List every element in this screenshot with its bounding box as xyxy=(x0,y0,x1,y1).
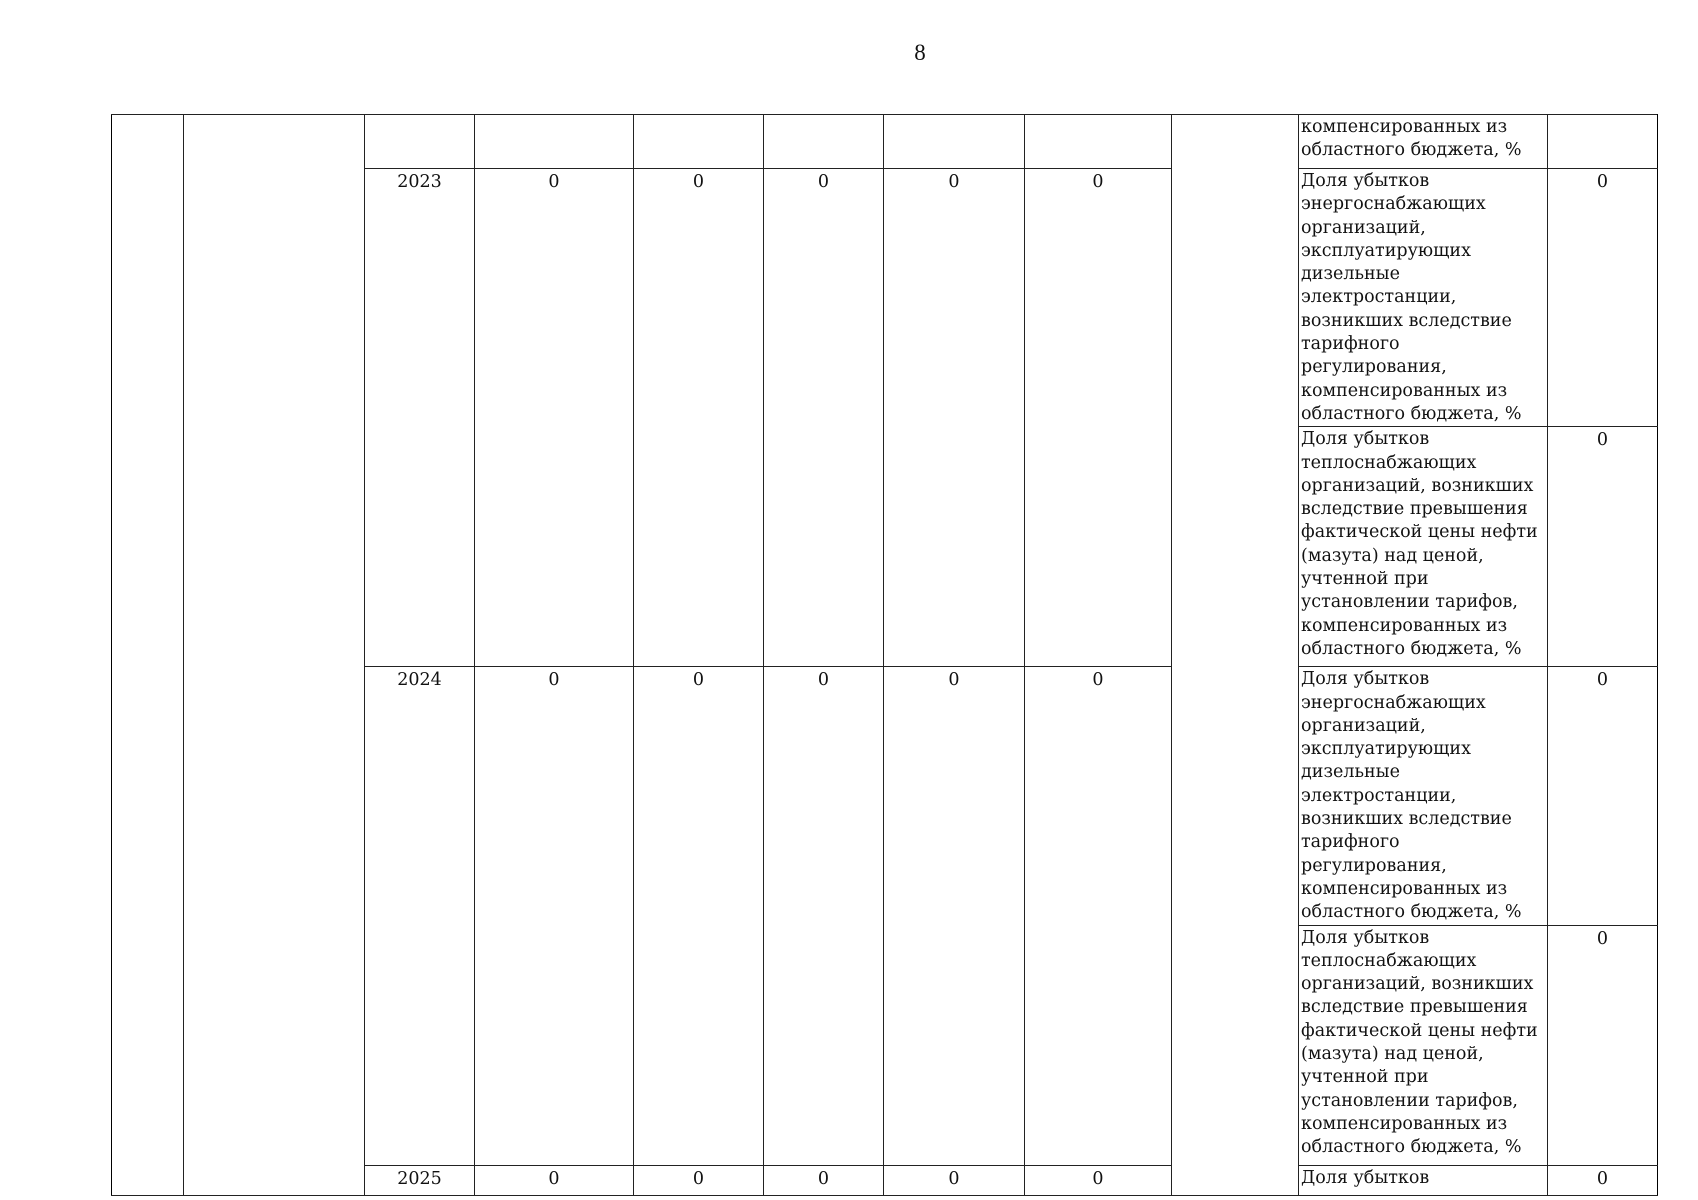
value-cell: 0 xyxy=(634,667,764,1165)
indicator-text: Доля убытков теплоснабжающих организаций, возникших вследствие превышения фактической цены нефти (мазута) над ценой, учтенной при установлении тарифов, компенсированных из областного бюджета, % xyxy=(1301,429,1538,659)
indicator-value-cell: 0 xyxy=(1548,427,1658,667)
year-cell xyxy=(365,115,475,169)
value-cell xyxy=(764,115,884,169)
page-number: 8 xyxy=(914,40,926,65)
indicator-text: Доля убытков энергоснабжающих организаций, эксплуатирующих дизельные электростанции, возникших вследствие тарифного регулирования, компенсированных из областного бюджета, % xyxy=(1301,669,1522,923)
year-cell: 2025 xyxy=(365,1165,475,1195)
indicator-value-cell xyxy=(1548,115,1658,169)
indicator-text: Доля убытков xyxy=(1301,1167,1430,1188)
value-cell: 0 xyxy=(884,169,1025,667)
value-cell: 0 xyxy=(634,1165,764,1195)
value-cell: 0 xyxy=(634,169,764,667)
indicator-value-cell: 0 xyxy=(1548,667,1658,925)
value-cell: 0 xyxy=(475,169,634,667)
value-cell: 0 xyxy=(764,169,884,667)
number-cell xyxy=(112,115,184,1196)
indicator-name-cell xyxy=(1299,169,1548,427)
value-cell: 0 xyxy=(884,667,1025,1165)
value-cell: 0 xyxy=(1025,667,1172,1165)
executor-cell xyxy=(1172,115,1299,1196)
name-cell xyxy=(184,115,365,1196)
value-cell: 0 xyxy=(1025,169,1172,667)
value-cell: 0 xyxy=(475,1165,634,1195)
indicator-text: Доля убытков энергоснабжающих организаций, эксплуатирующих дизельные электростанции, возникших вследствие тарифного регулирования, компенсированных из областного бюджета, % xyxy=(1301,171,1522,424)
indicator-name-cell xyxy=(1299,925,1548,1165)
indicator-value-cell: 0 xyxy=(1548,925,1658,1165)
indicator-text: Доля убытков теплоснабжающих организаций, возникших вследствие превышения фактической цены нефти (мазута) над ценой, учтенной при установлении тарифов, компенсированных из областного бюджета, % xyxy=(1301,927,1538,1158)
value-cell xyxy=(884,115,1025,169)
value-cell: 0 xyxy=(764,1165,884,1195)
value-cell: 0 xyxy=(1025,1165,1172,1195)
indicator-name-cell xyxy=(1299,115,1548,169)
indicator-name-cell xyxy=(1299,667,1548,925)
indicator-name-cell xyxy=(1299,1165,1548,1195)
value-cell: 0 xyxy=(764,667,884,1165)
indicator-value-cell: 0 xyxy=(1548,169,1658,427)
value-cell xyxy=(634,115,764,169)
table-row xyxy=(112,115,1658,169)
value-cell xyxy=(475,115,634,169)
indicator-value-cell: 0 xyxy=(1548,1165,1658,1195)
program-table xyxy=(111,114,1658,1196)
year-cell: 2023 xyxy=(365,169,475,667)
value-cell xyxy=(1025,115,1172,169)
year-cell: 2024 xyxy=(365,667,475,1165)
value-cell: 0 xyxy=(884,1165,1025,1195)
indicator-text: компенсированных из областного бюджета, % xyxy=(1301,117,1522,161)
indicator-name-cell xyxy=(1299,427,1548,667)
value-cell: 0 xyxy=(475,667,634,1165)
